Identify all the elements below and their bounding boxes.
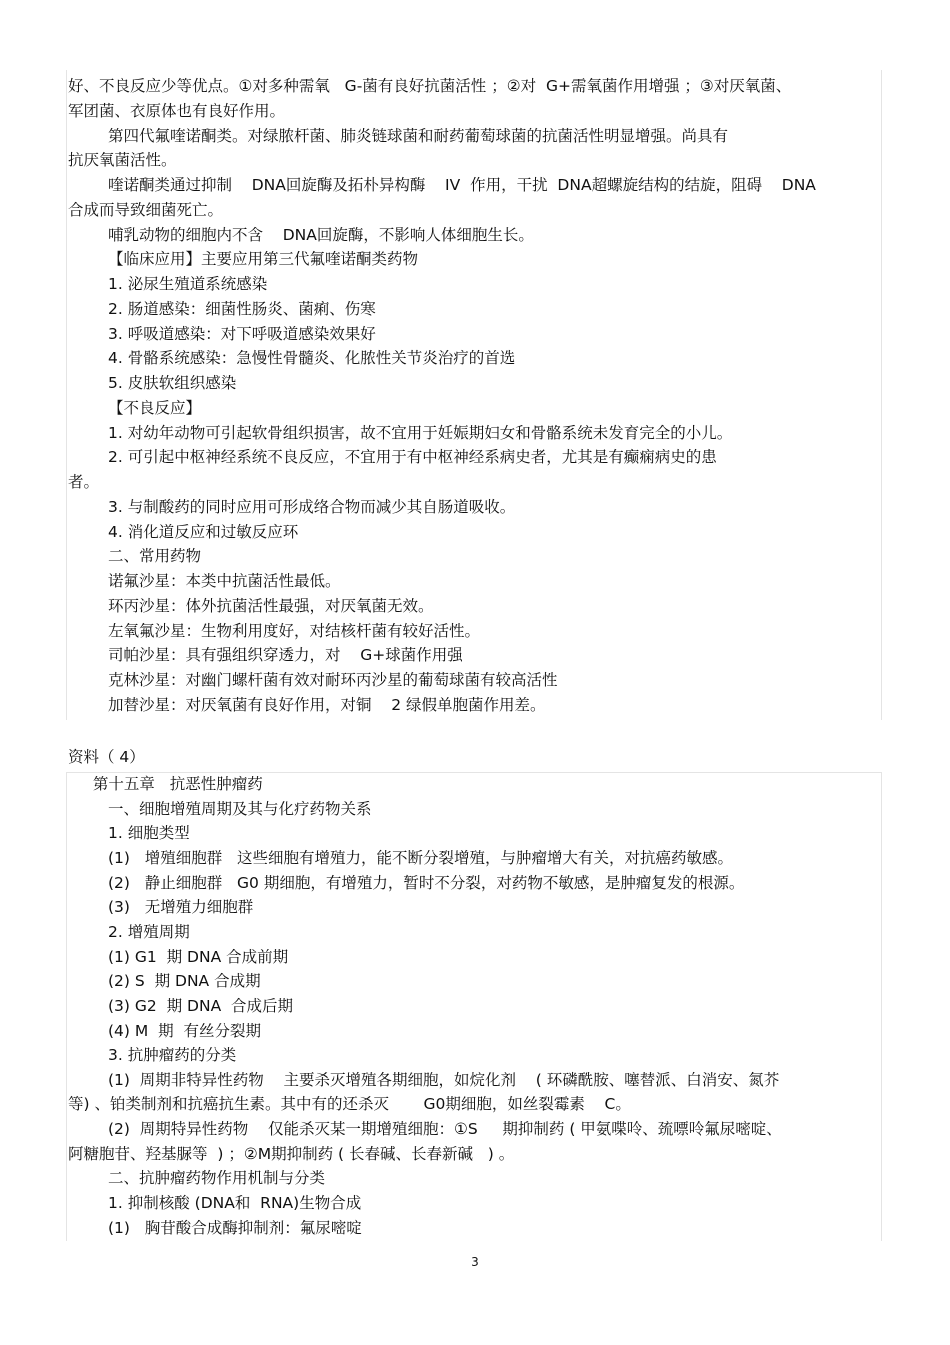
text-line: 5. 皮肤软组织感染 [108, 374, 237, 392]
text-line: 【不良反应】 [108, 398, 202, 417]
section-label: 资料（ 4） [68, 748, 145, 766]
text-line: 2. 增殖周期 [108, 922, 190, 941]
text-line: 等) 、铂类制剂和抗癌抗生素。其中有的还杀灭 G0期细胞，如丝裂霉素 C。 [68, 1095, 631, 1114]
text-line: 3. 与制酸药的同时应用可形成络合物而减少其自肠道吸收。 [108, 497, 516, 516]
text-line: 克林沙星：对幽门螺杆菌有效对耐环丙沙星的葡萄球菌有较高活性 [108, 671, 558, 689]
text-line: 二、抗肿瘤药物作用机制与分类 [108, 1169, 326, 1188]
text-line: (1) 胸苷酸合成酶抑制剂：氟尿嘧啶 [108, 1218, 362, 1237]
text-line: (3) 无增殖力细胞群 [108, 898, 254, 917]
text-line: 环丙沙星：体外抗菌活性最强，对厌氧菌无效。 [108, 596, 434, 615]
text-line: 诺氟沙星：本类中抗菌活性最低。 [108, 572, 341, 590]
text-line: 合成而导致细菌死亡。 [68, 200, 224, 219]
text-line: (1) 周期非特异性药物 主要杀灭增殖各期细胞，如烷化剂 ( 环磷酰胺、噻替派、白消安、氮芥 [108, 1070, 780, 1089]
text-line: 抗厌氧菌活性。 [68, 151, 177, 170]
text-line: 哺乳动物的细胞内不含 DNA回旋酶，不影响人体细胞生长。 [108, 225, 534, 244]
text-line: 1. 泌尿生殖道系统感染 [108, 275, 268, 293]
text-line: 左氧氟沙星：生物利用度好，对结核杆菌有较好活性。 [108, 621, 481, 640]
text-line: 阿糖胞苷、羟基脲等 ) ；②M期抑制药 ( 长春碱、长春新碱 ) 。 [68, 1144, 515, 1163]
text-line: 1. 对幼年动物可引起软骨组织损害，故不宜用于妊娠期妇女和骨骼系统未发育完全的小儿。 [108, 423, 733, 442]
text-line: 1. 抑制核酸 (DNA和 RNA)生物合成 [108, 1194, 362, 1213]
text-line: 一、细胞增殖周期及其与化疗药物关系 [108, 799, 372, 818]
text-line: 喹诺酮类通过抑制 DNA回旋酶及拓朴异构酶 IV 作用，干扰 DNA超螺旋结构的结旋，阻碍 DNA [108, 176, 816, 194]
text-line: 2. 可引起中枢神经系统不良反应，不宜用于有中枢神经系病史者，尤其是有癫痫病史的患 [108, 448, 717, 467]
text-line: (4) M 期 有丝分裂期 [108, 1021, 261, 1040]
text-line: (2) S 期 DNA 合成期 [108, 972, 261, 991]
text-line: 3. 呼吸道感染：对下呼吸道感染效果好 [108, 324, 376, 343]
text-line: 军团菌、衣原体也有良好作用。 [68, 101, 286, 120]
text-line: 【临床应用】主要应用第三代氟喹诺酮类药物 [108, 250, 419, 269]
text-line: (2) 静止细胞群 G0 期细胞，有增殖力，暂时不分裂，对药物不敏感，是肿瘤复发的根源。 [108, 873, 745, 892]
text-line: (1) 增殖细胞群 这些细胞有增殖力，能不断分裂增殖，与肿瘤增大有关，对抗癌药敏感。 [108, 848, 734, 867]
text-line: 第十五章 抗恶性肿瘤药 [88, 775, 263, 793]
page-number: 3 [471, 1255, 479, 1269]
text-line: 好、不良反应少等优点。①对多种需氧 G-菌有良好抗菌活性 ；②对 G+需氧菌作用增强 ；③对厌氧菌、 [68, 77, 792, 95]
text-line: 1. 细胞类型 [108, 824, 190, 843]
text-line: 二、常用药物 [108, 547, 202, 566]
text-line: 者。 [68, 473, 100, 491]
text-line: 2. 肠道感染：细菌性肠炎、菌痢、伤寒 [108, 299, 376, 318]
text-line: 第四代氟喹诺酮类。对绿脓杆菌、肺炎链球菌和耐药葡萄球菌的抗菌活性明显增强。尚具有 [108, 126, 729, 145]
text-line: 司帕沙星：具有强组织穿透力，对 G+球菌作用强 [108, 646, 463, 665]
text-line: (1) G1 期 DNA 合成前期 [108, 947, 289, 966]
text-line: 4. 消化道反应和过敏反应环 [108, 522, 299, 541]
text-line: 加替沙星：对厌氧菌有良好作用，对铜 2 绿假单胞菌作用差。 [108, 695, 546, 714]
text-line: (3) G2 期 DNA 合成后期 [108, 996, 294, 1015]
text-line: 4. 骨骼系统感染：急慢性骨髓炎、化脓性关节炎治疗的首选 [108, 349, 516, 368]
text-line: (2) 周期特异性药物 仅能杀灭某一期增殖细胞：①S 期抑制药 ( 甲氨喋呤、巯嘌呤氟尿嘧啶、 [108, 1120, 782, 1139]
text-line: 3. 抗肿瘤药的分类 [108, 1046, 237, 1065]
